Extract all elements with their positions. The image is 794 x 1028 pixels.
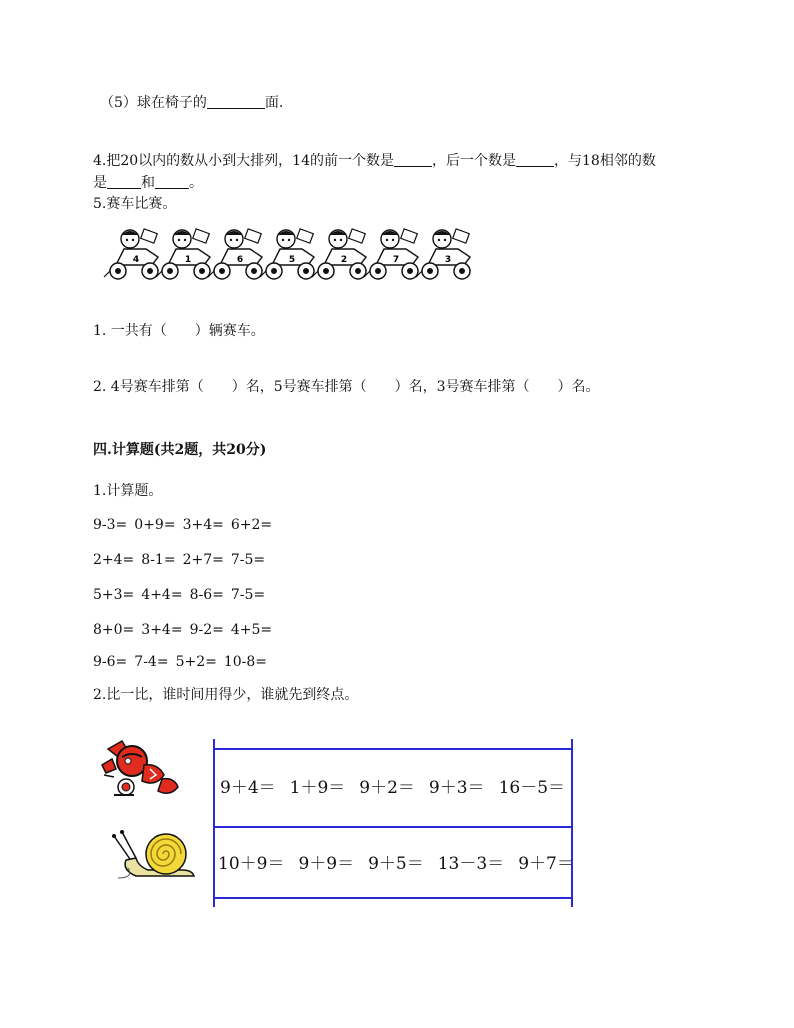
- race-expression: 1＋9＝: [289, 778, 346, 798]
- race-expression: 16－5＝: [498, 778, 566, 798]
- q4-text-3: ，与18相邻的数: [554, 153, 656, 169]
- q4-text-1: 4.把20以内的数从小到大排列，14的前一个数是: [93, 153, 394, 169]
- calc-expression: 2+7=: [182, 552, 224, 568]
- race-car: [260, 229, 314, 279]
- calc-expression: 7-5=: [230, 587, 266, 603]
- race-car-number: 1: [184, 255, 192, 265]
- answer-blank[interactable]: [155, 174, 189, 189]
- calc-expression: 4+4=: [141, 587, 183, 603]
- snail-row-expressions: [218, 853, 574, 875]
- calc-expression: 0+9=: [134, 517, 176, 533]
- calc-expression: 5+2=: [175, 654, 217, 670]
- race-car-number: 7: [392, 255, 400, 265]
- calc-row: [93, 516, 279, 534]
- calc-expression: 6+2=: [230, 517, 273, 533]
- calc-row: [93, 586, 272, 604]
- question-3-5: [100, 94, 283, 112]
- race-car-number: 6: [236, 255, 244, 265]
- q4-text-2: ，后一个数是: [432, 153, 516, 169]
- calc-1-title: 1.计算题。: [93, 483, 163, 499]
- race-car: [156, 229, 210, 279]
- race-car-number: 3: [444, 255, 452, 265]
- calc-row: [93, 551, 272, 569]
- calc-expression: 10-8=: [223, 654, 268, 670]
- section-4-title: 四.计算题(共2题，共20分): [93, 442, 267, 458]
- calc-2-title: 2.比一比，谁时间用得少，谁就先到终点。: [93, 687, 359, 703]
- calc-expression: 8+0=: [93, 622, 135, 638]
- calc-expression: 3+4=: [182, 517, 224, 533]
- race-car-number: 2: [340, 255, 348, 265]
- race-expression: 9＋4＝: [220, 778, 276, 798]
- calc-row: [93, 653, 274, 671]
- calc-expression: 7-5=: [230, 552, 266, 568]
- calc-expression: 4+5=: [230, 622, 273, 638]
- robot-row-expressions: [220, 777, 565, 799]
- q3-5-text-after: 面.: [264, 95, 284, 111]
- race-expression: 9＋2＝: [359, 778, 415, 798]
- calc-expression: 8-6=: [189, 587, 224, 603]
- answer-blank[interactable]: [394, 152, 432, 167]
- answer-blank[interactable]: [207, 94, 265, 109]
- question-4-line-1: [93, 152, 656, 170]
- race-car: [104, 229, 158, 279]
- answer-blank[interactable]: [107, 174, 141, 189]
- question-5-sub-1: 1. 一共有（ ）辆赛车。: [93, 323, 265, 339]
- calc-expression: 9-6=: [93, 654, 128, 670]
- race-expression: 13－3＝: [437, 854, 505, 874]
- q4-text-4: 是: [93, 175, 107, 191]
- race-expression: 9＋7＝: [518, 854, 574, 874]
- q4-text-6: 。: [189, 175, 203, 191]
- race-car: [416, 229, 470, 279]
- answer-blank[interactable]: [516, 152, 554, 167]
- question-5-sub-2: 2. 4号赛车排第（ ）名，5号赛车排第（ ）名，3号赛车排第（ ）名。: [93, 379, 600, 395]
- race-car-number: 4: [132, 255, 140, 265]
- question-5-title: 5.赛车比赛。: [93, 196, 177, 212]
- calc-expression: 2+4=: [93, 552, 135, 568]
- race-cars-picture: [98, 225, 474, 287]
- calc-expression: 3+4=: [141, 622, 183, 638]
- calc-row: [93, 621, 279, 639]
- race-track-table: [212, 739, 574, 907]
- calc-expression: 7-4=: [134, 654, 169, 670]
- race-expression: 10＋9＝: [218, 854, 285, 874]
- race-expression: 9＋5＝: [368, 854, 424, 874]
- snail-picture: [108, 826, 198, 884]
- q3-5-text-before: （5）球在椅子的: [100, 95, 207, 111]
- race-car-number: 5: [288, 255, 296, 265]
- calc-expression: 9-2=: [189, 622, 224, 638]
- race-expression: 9＋9＝: [298, 854, 355, 874]
- calc-expression: 9-3=: [93, 517, 128, 533]
- q4-text-5: 和: [141, 175, 155, 191]
- race-car: [364, 229, 418, 279]
- race-car: [312, 229, 366, 279]
- robot-runner-picture: [98, 735, 198, 807]
- question-4-line-2: [93, 174, 203, 192]
- calc-expression: 5+3=: [93, 587, 135, 603]
- race-car: [208, 229, 262, 279]
- calc-expression: 8-1=: [141, 552, 176, 568]
- race-expression: 9＋3＝: [428, 778, 485, 798]
